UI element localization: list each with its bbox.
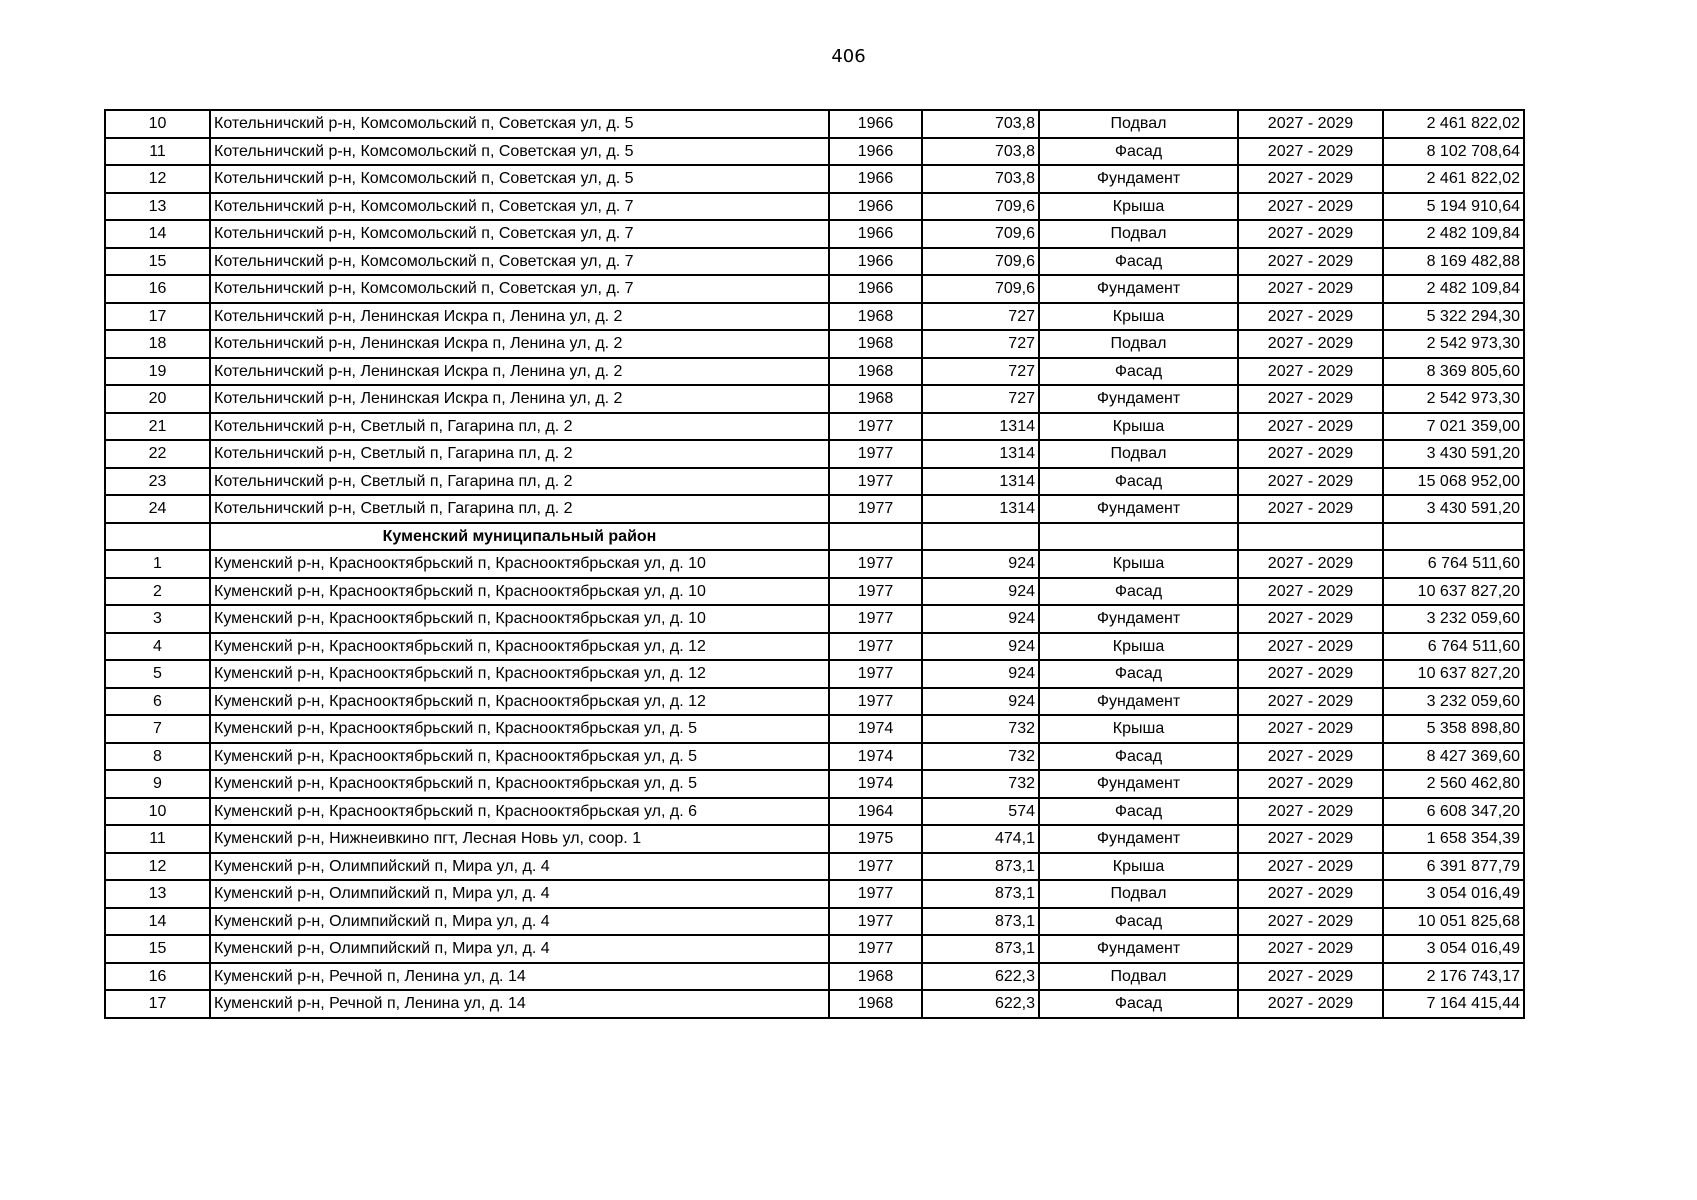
table-row [105, 990, 1524, 1018]
build-year-cell: 1968 [829, 330, 922, 358]
address-cell: Куменский р-н, Краснооктябрьский п, Краснооктябрьская ул, д. 5 [210, 715, 829, 743]
area-cell: 924 [922, 633, 1039, 661]
build-year-cell: 1977 [829, 688, 922, 716]
period-cell: 2027 - 2029 [1238, 440, 1383, 468]
row-number-cell: 8 [105, 743, 210, 771]
period-cell: 2027 - 2029 [1238, 138, 1383, 166]
address-cell: Котельничский р-н, Ленинская Искра п, Ленина ул, д. 2 [210, 303, 829, 331]
cost-cell: 5 194 910,64 [1383, 193, 1524, 221]
cost-cell: 3 430 591,20 [1383, 440, 1524, 468]
area-cell: 873,1 [922, 908, 1039, 936]
address-cell: Котельничский р-н, Светлый п, Гагарина пл, д. 2 [210, 468, 829, 496]
work-type-cell: Подвал [1039, 220, 1238, 248]
area-cell: 873,1 [922, 853, 1039, 881]
area-cell: 873,1 [922, 880, 1039, 908]
work-type-cell: Подвал [1039, 440, 1238, 468]
area-cell: 474,1 [922, 825, 1039, 853]
build-year-cell: 1974 [829, 770, 922, 798]
row-number-cell: 1 [105, 550, 210, 578]
cost-cell: 6 764 511,60 [1383, 550, 1524, 578]
build-year-cell: 1966 [829, 248, 922, 276]
cost-cell: 2 542 973,30 [1383, 330, 1524, 358]
area-cell: 727 [922, 303, 1039, 331]
row-number-cell: 3 [105, 605, 210, 633]
work-type-cell: Фундамент [1039, 605, 1238, 633]
area-cell: 732 [922, 770, 1039, 798]
build-year-cell: 1977 [829, 605, 922, 633]
table-row [105, 385, 1524, 413]
work-type-cell: Подвал [1039, 110, 1238, 138]
build-year-cell: 1977 [829, 880, 922, 908]
area-cell: 1314 [922, 440, 1039, 468]
address-cell: Куменский р-н, Речной п, Ленина ул, д. 14 [210, 990, 829, 1018]
work-type-cell: Крыша [1039, 853, 1238, 881]
work-type-cell: Крыша [1039, 715, 1238, 743]
table-row [105, 220, 1524, 248]
area-cell: 709,6 [922, 275, 1039, 303]
address-cell: Котельничский р-н, Комсомольский п, Советская ул, д. 7 [210, 248, 829, 276]
build-year-cell: 1966 [829, 165, 922, 193]
row-number-cell: 4 [105, 633, 210, 661]
period-cell: 2027 - 2029 [1238, 963, 1383, 991]
period-cell: 2027 - 2029 [1238, 303, 1383, 331]
address-cell: Котельничский р-н, Ленинская Искра п, Ленина ул, д. 2 [210, 330, 829, 358]
table-row [105, 743, 1524, 771]
area-cell: 727 [922, 330, 1039, 358]
address-cell: Куменский р-н, Краснооктябрьский п, Краснооктябрьская ул, д. 5 [210, 743, 829, 771]
area-cell: 732 [922, 743, 1039, 771]
address-cell: Куменский р-н, Олимпийский п, Мира ул, д. 4 [210, 880, 829, 908]
table-row [105, 165, 1524, 193]
work-type-cell: Фасад [1039, 660, 1238, 688]
address-cell: Куменский р-н, Краснооктябрьский п, Краснооктябрьская ул, д. 12 [210, 660, 829, 688]
address-cell: Котельничский р-н, Ленинская Искра п, Ленина ул, д. 2 [210, 358, 829, 386]
area-cell: 703,8 [922, 165, 1039, 193]
section-header-row [105, 523, 1524, 551]
period-cell: 2027 - 2029 [1238, 248, 1383, 276]
work-type-cell: Подвал [1039, 963, 1238, 991]
row-number-cell: 9 [105, 770, 210, 798]
period-cell: 2027 - 2029 [1238, 743, 1383, 771]
row-number-cell: 20 [105, 385, 210, 413]
table-row [105, 935, 1524, 963]
build-year-cell: 1966 [829, 220, 922, 248]
period-cell: 2027 - 2029 [1238, 660, 1383, 688]
table-row [105, 798, 1524, 826]
table-row [105, 605, 1524, 633]
area-cell: 709,6 [922, 248, 1039, 276]
area-cell: 924 [922, 660, 1039, 688]
table-body [105, 110, 1524, 1018]
build-year-cell: 1966 [829, 275, 922, 303]
build-year-cell: 1974 [829, 743, 922, 771]
cost-cell: 3 054 016,49 [1383, 935, 1524, 963]
period-cell: 2027 - 2029 [1238, 880, 1383, 908]
build-year-cell: 1968 [829, 385, 922, 413]
period-cell: 2027 - 2029 [1238, 990, 1383, 1018]
page-number: 406 [831, 46, 866, 67]
period-cell: 2027 - 2029 [1238, 220, 1383, 248]
cost-cell: 2 176 743,17 [1383, 963, 1524, 991]
work-type-cell: Фундамент [1039, 688, 1238, 716]
table-row [105, 770, 1524, 798]
row-number-cell: 12 [105, 853, 210, 881]
address-cell: Куменский р-н, Краснооктябрьский п, Краснооктябрьская ул, д. 10 [210, 605, 829, 633]
address-cell: Куменский р-н, Краснооктябрьский п, Краснооктябрьская ул, д. 6 [210, 798, 829, 826]
area-cell: 1314 [922, 495, 1039, 523]
address-cell: Куменский р-н, Краснооктябрьский п, Краснооктябрьская ул, д. 10 [210, 550, 829, 578]
address-cell: Котельничский р-н, Комсомольский п, Советская ул, д. 5 [210, 138, 829, 166]
period-cell: 2027 - 2029 [1238, 275, 1383, 303]
row-number-cell: 10 [105, 798, 210, 826]
work-type-cell: Фасад [1039, 468, 1238, 496]
row-number-cell: 17 [105, 990, 210, 1018]
area-cell: 574 [922, 798, 1039, 826]
area-cell: 924 [922, 688, 1039, 716]
cost-cell: 5 322 294,30 [1383, 303, 1524, 331]
row-number-cell [105, 523, 210, 551]
address-cell: Куменский р-н, Олимпийский п, Мира ул, д. 4 [210, 853, 829, 881]
row-number-cell: 21 [105, 413, 210, 441]
address-cell: Куменский р-н, Краснооктябрьский п, Краснооктябрьская ул, д. 10 [210, 578, 829, 606]
row-number-cell: 6 [105, 688, 210, 716]
section-title: Куменский муниципальный район [210, 523, 829, 551]
row-number-cell: 14 [105, 220, 210, 248]
cost-cell: 6 764 511,60 [1383, 633, 1524, 661]
row-number-cell: 14 [105, 908, 210, 936]
cost-cell: 6 391 877,79 [1383, 853, 1524, 881]
table-row [105, 963, 1524, 991]
build-year-cell: 1977 [829, 935, 922, 963]
address-cell: Куменский р-н, Олимпийский п, Мира ул, д. 4 [210, 908, 829, 936]
table-row [105, 275, 1524, 303]
cost-cell: 10 637 827,20 [1383, 660, 1524, 688]
cost-cell: 2 461 822,02 [1383, 165, 1524, 193]
area-cell: 709,6 [922, 193, 1039, 221]
table-row [105, 110, 1524, 138]
table-row [105, 715, 1524, 743]
area-cell: 622,3 [922, 963, 1039, 991]
build-year-cell: 1977 [829, 550, 922, 578]
table-row [105, 193, 1524, 221]
period-cell [1238, 523, 1383, 551]
table-row [105, 138, 1524, 166]
work-type-cell: Фундамент [1039, 825, 1238, 853]
build-year-cell: 1966 [829, 193, 922, 221]
work-type-cell: Подвал [1039, 880, 1238, 908]
row-number-cell: 18 [105, 330, 210, 358]
cost-cell: 8 427 369,60 [1383, 743, 1524, 771]
period-cell: 2027 - 2029 [1238, 688, 1383, 716]
row-number-cell: 17 [105, 303, 210, 331]
address-cell: Куменский р-н, Краснооктябрьский п, Краснооктябрьская ул, д. 12 [210, 633, 829, 661]
work-type-cell: Подвал [1039, 330, 1238, 358]
row-number-cell: 24 [105, 495, 210, 523]
build-year-cell: 1977 [829, 578, 922, 606]
row-number-cell: 23 [105, 468, 210, 496]
cost-cell: 7 021 359,00 [1383, 413, 1524, 441]
area-cell: 727 [922, 385, 1039, 413]
table-row [105, 825, 1524, 853]
period-cell: 2027 - 2029 [1238, 413, 1383, 441]
work-type-cell: Крыша [1039, 633, 1238, 661]
work-type-cell: Фундамент [1039, 935, 1238, 963]
cost-cell: 2 542 973,30 [1383, 385, 1524, 413]
table-row [105, 550, 1524, 578]
work-type-cell: Крыша [1039, 413, 1238, 441]
period-cell: 2027 - 2029 [1238, 358, 1383, 386]
table-row [105, 303, 1524, 331]
period-cell: 2027 - 2029 [1238, 495, 1383, 523]
cost-cell: 1 658 354,39 [1383, 825, 1524, 853]
build-year-cell: 1977 [829, 660, 922, 688]
area-cell: 709,6 [922, 220, 1039, 248]
work-type-cell: Фундамент [1039, 770, 1238, 798]
row-number-cell: 11 [105, 138, 210, 166]
table-row [105, 413, 1524, 441]
work-type-cell: Фундамент [1039, 165, 1238, 193]
build-year-cell: 1964 [829, 798, 922, 826]
address-cell: Куменский р-н, Краснооктябрьский п, Краснооктябрьская ул, д. 12 [210, 688, 829, 716]
cost-cell: 6 608 347,20 [1383, 798, 1524, 826]
period-cell: 2027 - 2029 [1238, 908, 1383, 936]
work-type-cell [1039, 523, 1238, 551]
build-year-cell: 1966 [829, 110, 922, 138]
area-cell: 703,8 [922, 110, 1039, 138]
area-cell: 727 [922, 358, 1039, 386]
period-cell: 2027 - 2029 [1238, 825, 1383, 853]
table-row [105, 908, 1524, 936]
address-cell: Котельничский р-н, Комсомольский п, Советская ул, д. 7 [210, 275, 829, 303]
table-row [105, 248, 1524, 276]
work-type-cell: Фасад [1039, 578, 1238, 606]
table-row [105, 880, 1524, 908]
build-year-cell: 1975 [829, 825, 922, 853]
build-year-cell: 1968 [829, 303, 922, 331]
table-row [105, 330, 1524, 358]
cost-cell: 8 102 708,64 [1383, 138, 1524, 166]
cost-cell: 10 051 825,68 [1383, 908, 1524, 936]
work-type-cell: Фундамент [1039, 275, 1238, 303]
address-cell: Котельничский р-н, Комсомольский п, Советская ул, д. 7 [210, 193, 829, 221]
cost-cell: 5 358 898,80 [1383, 715, 1524, 743]
work-type-cell: Фасад [1039, 990, 1238, 1018]
row-number-cell: 7 [105, 715, 210, 743]
build-year-cell: 1977 [829, 633, 922, 661]
work-type-cell: Фасад [1039, 248, 1238, 276]
work-type-cell: Фасад [1039, 798, 1238, 826]
work-type-cell: Фасад [1039, 358, 1238, 386]
cost-cell: 3 232 059,60 [1383, 605, 1524, 633]
period-cell: 2027 - 2029 [1238, 798, 1383, 826]
build-year-cell [829, 523, 922, 551]
row-number-cell: 13 [105, 193, 210, 221]
table-row [105, 660, 1524, 688]
period-cell: 2027 - 2029 [1238, 715, 1383, 743]
period-cell: 2027 - 2029 [1238, 165, 1383, 193]
period-cell: 2027 - 2029 [1238, 770, 1383, 798]
work-type-cell: Фундамент [1039, 495, 1238, 523]
row-number-cell: 16 [105, 963, 210, 991]
row-number-cell: 10 [105, 110, 210, 138]
address-cell: Куменский р-н, Речной п, Ленина ул, д. 14 [210, 963, 829, 991]
cost-cell: 8 169 482,88 [1383, 248, 1524, 276]
period-cell: 2027 - 2029 [1238, 385, 1383, 413]
work-type-cell: Крыша [1039, 193, 1238, 221]
row-number-cell: 15 [105, 248, 210, 276]
table-row [105, 358, 1524, 386]
table-row [105, 578, 1524, 606]
table-row [105, 633, 1524, 661]
address-cell: Куменский р-н, Краснооктябрьский п, Краснооктябрьская ул, д. 5 [210, 770, 829, 798]
build-year-cell: 1966 [829, 138, 922, 166]
build-year-cell: 1968 [829, 963, 922, 991]
table-row [105, 688, 1524, 716]
area-cell: 924 [922, 578, 1039, 606]
area-cell: 873,1 [922, 935, 1039, 963]
table-row [105, 853, 1524, 881]
repair-schedule-table [104, 109, 1525, 1019]
area-cell: 703,8 [922, 138, 1039, 166]
table-row [105, 440, 1524, 468]
area-cell: 1314 [922, 468, 1039, 496]
cost-cell: 2 482 109,84 [1383, 275, 1524, 303]
build-year-cell: 1974 [829, 715, 922, 743]
cost-cell: 8 369 805,60 [1383, 358, 1524, 386]
address-cell: Котельничский р-н, Комсомольский п, Советская ул, д. 7 [210, 220, 829, 248]
cost-cell: 15 068 952,00 [1383, 468, 1524, 496]
row-number-cell: 13 [105, 880, 210, 908]
work-type-cell: Фасад [1039, 138, 1238, 166]
address-cell: Куменский р-н, Нижнеивкино пгт, Лесная Новь ул, соор. 1 [210, 825, 829, 853]
cost-cell: 7 164 415,44 [1383, 990, 1524, 1018]
period-cell: 2027 - 2029 [1238, 550, 1383, 578]
period-cell: 2027 - 2029 [1238, 935, 1383, 963]
build-year-cell: 1968 [829, 990, 922, 1018]
build-year-cell: 1977 [829, 468, 922, 496]
area-cell [922, 523, 1039, 551]
period-cell: 2027 - 2029 [1238, 193, 1383, 221]
period-cell: 2027 - 2029 [1238, 468, 1383, 496]
work-type-cell: Крыша [1039, 303, 1238, 331]
period-cell: 2027 - 2029 [1238, 853, 1383, 881]
cost-cell [1383, 523, 1524, 551]
cost-cell: 10 637 827,20 [1383, 578, 1524, 606]
work-type-cell: Фасад [1039, 908, 1238, 936]
address-cell: Котельничский р-н, Комсомольский п, Советская ул, д. 5 [210, 165, 829, 193]
build-year-cell: 1977 [829, 853, 922, 881]
address-cell: Куменский р-н, Олимпийский п, Мира ул, д. 4 [210, 935, 829, 963]
build-year-cell: 1977 [829, 413, 922, 441]
work-type-cell: Фасад [1039, 743, 1238, 771]
row-number-cell: 2 [105, 578, 210, 606]
address-cell: Котельничский р-н, Светлый п, Гагарина пл, д. 2 [210, 440, 829, 468]
period-cell: 2027 - 2029 [1238, 578, 1383, 606]
address-cell: Котельничский р-н, Светлый п, Гагарина пл, д. 2 [210, 413, 829, 441]
row-number-cell: 5 [105, 660, 210, 688]
period-cell: 2027 - 2029 [1238, 605, 1383, 633]
row-number-cell: 11 [105, 825, 210, 853]
cost-cell: 2 560 462,80 [1383, 770, 1524, 798]
period-cell: 2027 - 2029 [1238, 633, 1383, 661]
build-year-cell: 1977 [829, 908, 922, 936]
address-cell: Котельничский р-н, Светлый п, Гагарина пл, д. 2 [210, 495, 829, 523]
row-number-cell: 15 [105, 935, 210, 963]
area-cell: 924 [922, 605, 1039, 633]
area-cell: 924 [922, 550, 1039, 578]
address-cell: Котельничский р-н, Комсомольский п, Советская ул, д. 5 [210, 110, 829, 138]
area-cell: 1314 [922, 413, 1039, 441]
work-type-cell: Крыша [1039, 550, 1238, 578]
area-cell: 732 [922, 715, 1039, 743]
build-year-cell: 1968 [829, 358, 922, 386]
cost-cell: 2 461 822,02 [1383, 110, 1524, 138]
cost-cell: 3 232 059,60 [1383, 688, 1524, 716]
work-type-cell: Фундамент [1039, 385, 1238, 413]
cost-cell: 3 430 591,20 [1383, 495, 1524, 523]
address-cell: Котельничский р-н, Ленинская Искра п, Ленина ул, д. 2 [210, 385, 829, 413]
row-number-cell: 19 [105, 358, 210, 386]
build-year-cell: 1977 [829, 440, 922, 468]
table-row [105, 495, 1524, 523]
table-row [105, 468, 1524, 496]
area-cell: 622,3 [922, 990, 1039, 1018]
period-cell: 2027 - 2029 [1238, 330, 1383, 358]
build-year-cell: 1977 [829, 495, 922, 523]
row-number-cell: 12 [105, 165, 210, 193]
row-number-cell: 16 [105, 275, 210, 303]
row-number-cell: 22 [105, 440, 210, 468]
cost-cell: 3 054 016,49 [1383, 880, 1524, 908]
period-cell: 2027 - 2029 [1238, 110, 1383, 138]
cost-cell: 2 482 109,84 [1383, 220, 1524, 248]
